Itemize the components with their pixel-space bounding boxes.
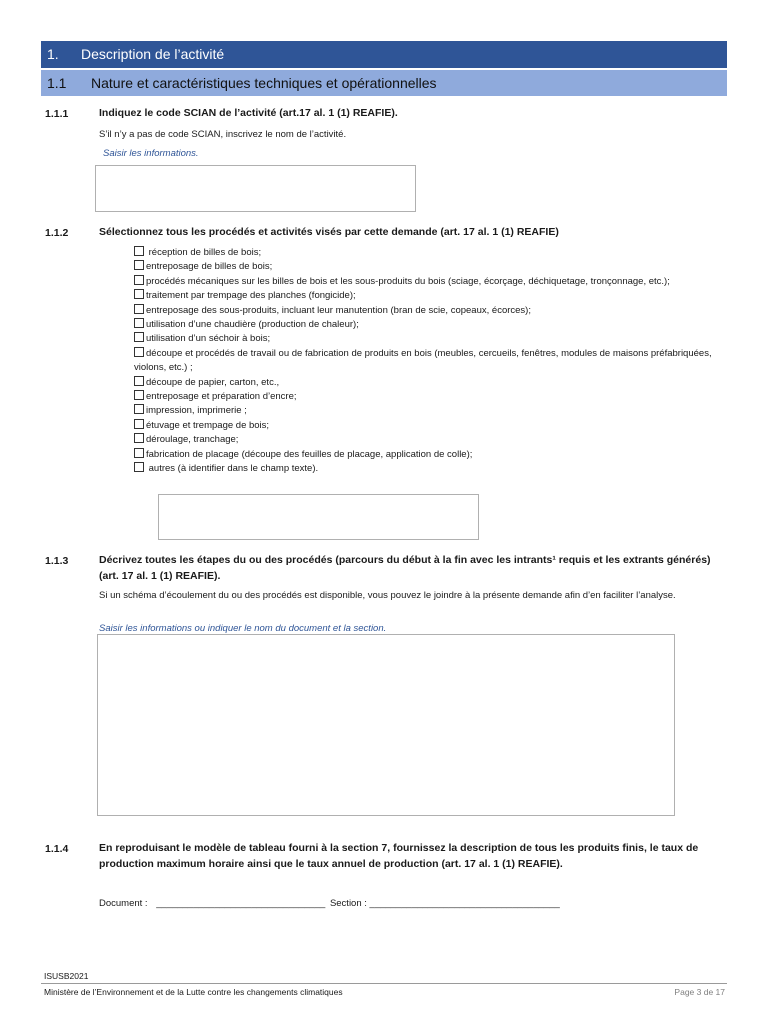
checkbox[interactable] — [134, 304, 144, 314]
list-item: découpe et procédés de travail ou de fabrication de produits en bois (meubles, cercueils, fenêtres, modules de maisons préfabriquées, violons, etc.) ; — [134, 347, 712, 374]
q114-question: En reproduisant le modèle de tableau fourni à la section 7, fournissez la description de tous les produits finis, le taux de production maximum horaire ainsi que le taux annuel de production (art. 17 al. 1 (1) REAFIE). — [99, 842, 699, 870]
q111-question: Indiquez le code SCIAN de l’activité (art.17 al. 1 (1) REAFIE). — [99, 107, 398, 119]
list-item: fabrication de placage (découpe des feuilles de placage, application de colle); — [134, 448, 724, 462]
q111-note: S’il n’y a pas de code SCIAN, inscrivez le nom de l’activité. — [99, 129, 347, 140]
subsection-title: Nature et caractéristiques techniques et opérationnelles — [91, 75, 437, 91]
checkbox[interactable] — [134, 433, 144, 443]
q112-checkbox-list — [134, 246, 724, 477]
q113-note: Si un schéma d’écoulement du ou des procédés est disponible, vous pouvez le joindre à la présente demande afin d’en faciliter l’analyse. — [99, 590, 676, 601]
checkbox[interactable] — [134, 275, 144, 285]
list-item: découpe de papier, carton, etc., — [134, 376, 724, 390]
checkbox[interactable] — [134, 404, 144, 414]
q111-input-field[interactable] — [95, 165, 416, 212]
subsection-header — [41, 70, 727, 96]
page-number: Page 3 de 17 — [674, 987, 725, 997]
list-item: réception de billes de bois; — [134, 246, 724, 260]
checkbox[interactable] — [134, 419, 144, 429]
checkbox[interactable] — [134, 318, 144, 328]
list-item: entreposage de billes de bois; — [134, 260, 724, 274]
q112-question: Sélectionnez tous les procédés et activités visés par cette demande (art. 17 al. 1 (1) REAFIE) — [99, 226, 559, 238]
document-label: Document : — [99, 898, 148, 909]
q113-number: 1.1.3 — [45, 555, 69, 567]
document-section-line — [99, 898, 560, 909]
checkbox[interactable] — [134, 376, 144, 386]
q113-hint: Saisir les informations ou indiquer le nom du document et la section. — [99, 623, 387, 634]
q112-other-input-field[interactable] — [158, 494, 479, 540]
list-item: déroulage, tranchage; — [134, 433, 724, 447]
section-header — [41, 41, 727, 68]
subsection-number: 1.1 — [47, 75, 67, 91]
q112-number: 1.1.2 — [45, 227, 69, 239]
q113-input-field[interactable] — [97, 634, 675, 816]
checkbox[interactable] — [134, 390, 144, 400]
list-item: entreposage et préparation d’encre; — [134, 390, 724, 404]
document-field[interactable]: ________________________________ — [156, 898, 326, 909]
list-item: utilisation d’une chaudière (production de chaleur); — [134, 318, 724, 332]
checkbox[interactable] — [134, 462, 144, 472]
footer-divider — [41, 983, 727, 984]
form-code: ISUSB2021 — [44, 971, 89, 981]
section-field[interactable]: ____________________________________ — [369, 898, 560, 909]
list-item: impression, imprimerie ; — [134, 404, 724, 418]
q111-number: 1.1.1 — [45, 108, 69, 120]
q113-question: Décrivez toutes les étapes du ou des procédés (parcours du début à la fin avec les intrants¹ requis et les extrants générés) (art. 17 al. 1 (1) REAFIE). — [99, 554, 711, 582]
checkbox[interactable] — [134, 332, 144, 342]
list-item: étuvage et trempage de bois; — [134, 419, 724, 433]
checkbox[interactable] — [134, 289, 144, 299]
checkbox[interactable] — [134, 260, 144, 270]
list-item: utilisation d’un séchoir à bois; — [134, 332, 724, 346]
section-title: Description de l’activité — [81, 46, 225, 62]
checkbox[interactable] — [134, 448, 144, 458]
section-number: 1. — [47, 46, 59, 62]
list-item: procédés mécaniques sur les billes de bois et les sous-produits du bois (sciage, écorçage, déchiquetage, tronçonnage, etc.); — [134, 275, 724, 289]
ministry-name: Ministère de l’Environnement et de la Lutte contre les changements climatiques — [44, 987, 343, 997]
checkbox[interactable] — [134, 347, 144, 357]
section-label: Section : — [329, 898, 367, 909]
list-item: entreposage des sous-produits, incluant leur manutention (bran de scie, copeaux, écorces); — [134, 304, 724, 318]
q114-number: 1.1.4 — [45, 843, 69, 855]
list-item: traitement par trempage des planches (fongicide); — [134, 289, 724, 303]
q111-hint: Saisir les informations. — [103, 148, 199, 159]
list-item: autres (à identifier dans le champ texte). — [134, 462, 724, 476]
checkbox[interactable] — [134, 246, 144, 256]
